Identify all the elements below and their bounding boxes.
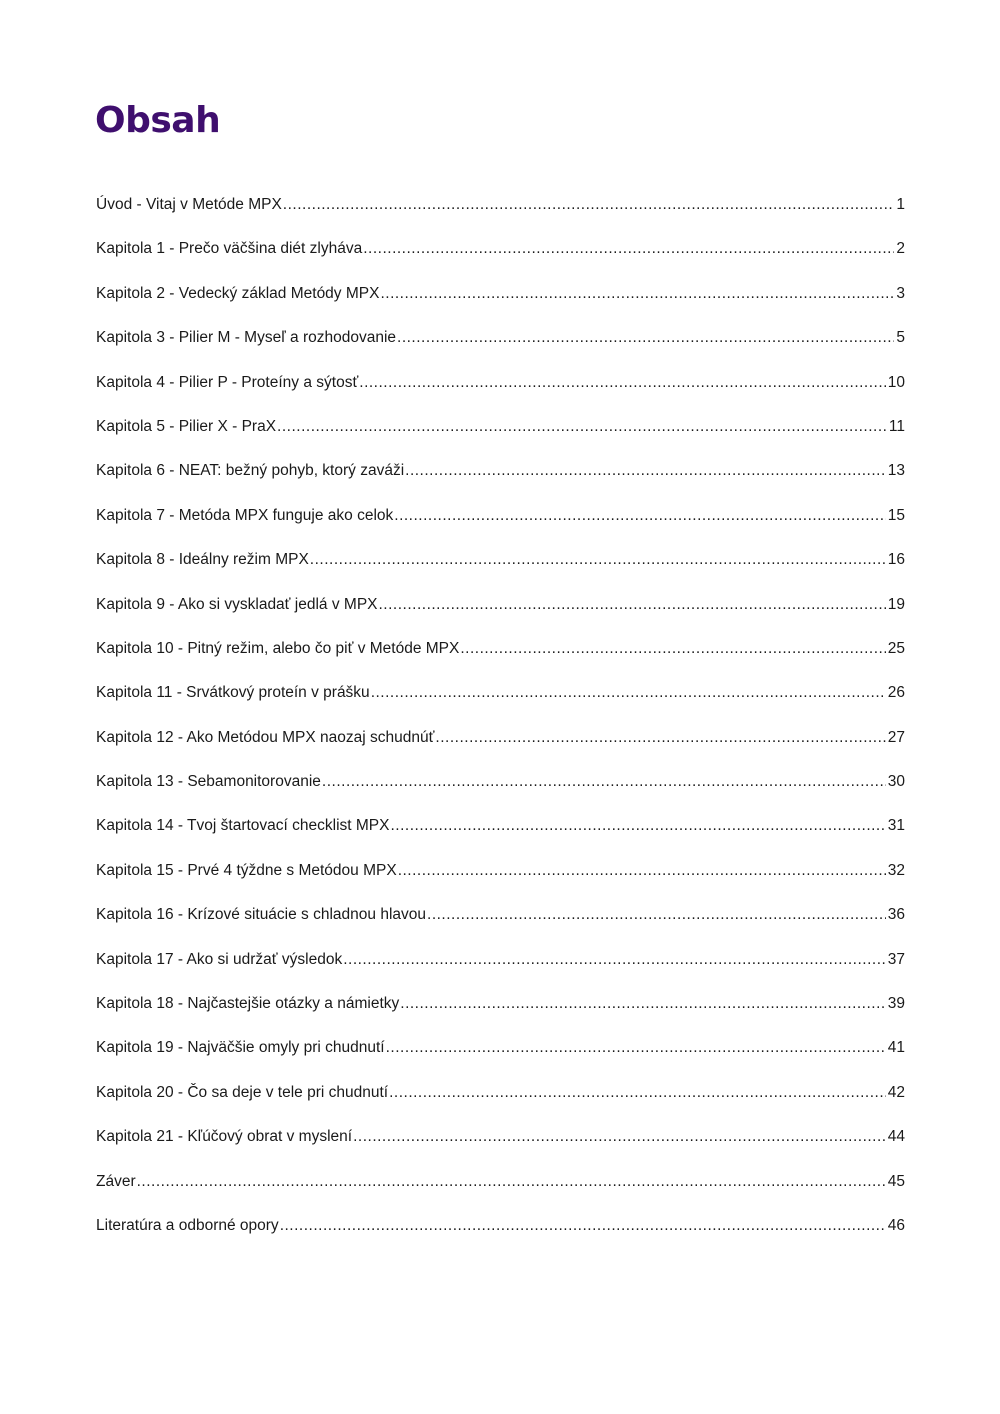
dot-leader [405,458,886,484]
dot-leader [363,236,894,262]
dot-leader [310,547,886,573]
toc-entry-label: Kapitola 21 - Kľúčový obrat v myslení [96,1128,353,1146]
toc-entry-label: Kapitola 11 - Srvátkový proteín v prášku [96,684,370,702]
dot-leader [283,192,895,218]
toc-entry[interactable] [96,1169,905,1213]
toc-entry-label: Záver [96,1172,136,1190]
toc-entry[interactable] [96,503,905,547]
toc-entry-page-number: 5 [896,329,905,347]
toc-entry-label: Úvod - Vitaj v Metóde MPX [96,196,282,213]
toc-entry[interactable] [96,1035,905,1079]
toc-entry[interactable] [96,1124,905,1168]
toc-entry-page-number: 19 [887,595,905,613]
toc-entry-label: Kapitola 16 - Krízové situácie s chladnou hlavou [96,906,427,924]
toc-entry[interactable] [96,370,905,414]
toc-entry[interactable] [96,991,905,1035]
toc-entry-label: Kapitola 2 - Vedecký základ Metódy MPX [96,284,380,302]
toc-entry-label: Kapitola 20 - Čo sa deje v tele pri chudnutí [96,1083,389,1101]
toc-entry-page-number: 32 [887,861,905,879]
toc-entry[interactable] [96,414,905,458]
toc-entry-page-number: 15 [887,506,905,524]
toc-entry-label: Kapitola 17 - Ako si udržať výsledok [96,950,343,968]
toc-entry-page-number: 10 [887,373,905,391]
toc-entry[interactable] [96,1213,905,1257]
toc-entry-page-number: 42 [887,1083,905,1101]
toc-entry[interactable] [96,547,905,591]
toc-entry-label: Kapitola 6 - NEAT: bežný pohyb, ktorý zaváži [96,462,405,480]
toc-entry[interactable] [96,680,905,724]
toc-entry-page-number: 30 [887,773,905,791]
dot-leader [389,1080,886,1106]
toc-entry-page-number: 36 [887,906,905,924]
dot-leader [379,592,886,618]
toc-entry-label: Kapitola 4 - Pilier P - Proteíny a sýtosť [96,373,359,391]
toc-entry-page-number: 39 [887,995,905,1013]
toc-entry[interactable] [96,769,905,813]
dot-leader [386,1035,886,1061]
toc-entry[interactable] [96,858,905,902]
toc-entry[interactable] [96,592,905,636]
table-of-contents [96,192,905,1257]
toc-entry-page-number: 1 [896,196,905,213]
toc-entry-label: Kapitola 12 - Ako Metódou MPX naozaj schudnúť [96,728,435,746]
toc-entry-page-number: 25 [887,639,905,657]
toc-entry[interactable] [96,458,905,502]
toc-entry-page-number: 44 [887,1128,905,1146]
toc-entry-page-number: 41 [887,1039,905,1057]
dot-leader [460,636,885,662]
toc-entry[interactable] [96,725,905,769]
toc-entry-label: Kapitola 9 - Ako si vyskladať jedlá v MPX [96,595,378,613]
toc-entry-label: Kapitola 13 - Sebamonitorovanie [96,773,321,791]
toc-entry[interactable] [96,636,905,680]
toc-entry-page-number: 3 [896,284,905,302]
toc-entry-label: Kapitola 15 - Prvé 4 týždne s Metódou MPX [96,861,397,879]
toc-entry-label: Kapitola 14 - Tvoj štartovací checklist MPX [96,817,390,835]
toc-entry-page-number: 37 [887,950,905,968]
toc-entry-page-number: 45 [887,1172,905,1190]
toc-entry-label: Kapitola 3 - Pilier M - Myseľ a rozhodovanie [96,329,397,347]
toc-entry-label: Kapitola 8 - Ideálny režim MPX [96,551,309,569]
dot-leader [380,281,894,307]
dot-leader [390,813,885,839]
dot-leader [277,414,887,440]
toc-entry[interactable] [96,236,905,280]
toc-entry[interactable] [96,947,905,991]
dot-leader [398,858,886,884]
toc-entry-page-number: 27 [887,728,905,746]
dot-leader [427,902,886,928]
dot-leader [394,503,885,529]
toc-entry[interactable] [96,1080,905,1124]
toc-entry-page-number: 16 [887,551,905,569]
dot-leader [353,1124,886,1150]
toc-entry[interactable] [96,325,905,369]
toc-entry-page-number: 46 [887,1216,905,1234]
toc-entry-page-number: 31 [887,817,905,835]
dot-leader [400,991,885,1017]
dot-leader [343,947,886,973]
toc-entry-page-number: 2 [896,240,905,258]
dot-leader [359,370,885,396]
dot-leader [371,680,886,706]
toc-entry[interactable] [96,902,905,946]
dot-leader [397,325,894,351]
toc-entry-page-number: 26 [887,684,905,702]
page-title: Obsah [95,100,221,141]
dot-leader [280,1213,886,1239]
toc-entry-label: Kapitola 7 - Metóda MPX funguje ako celok [96,506,394,524]
toc-entry-label: Kapitola 18 - Najčastejšie otázky a námietky [96,995,400,1013]
dot-leader [322,769,886,795]
toc-entry-label: Kapitola 19 - Najväčšie omyly pri chudnutí [96,1039,385,1057]
toc-entry-label: Kapitola 5 - Pilier X - PraX [96,417,277,435]
toc-entry[interactable] [96,192,905,236]
toc-entry-page-number: 11 [888,417,905,435]
toc-entry-label: Kapitola 10 - Pitný režim, alebo čo piť v Metóde MPX [96,639,460,657]
toc-entry-label: Literatúra a odborné opory [96,1216,279,1234]
toc-entry-page-number: 13 [887,462,905,480]
toc-entry[interactable] [96,281,905,325]
toc-entry-label: Kapitola 1 - Prečo väčšina diét zlyháva [96,240,363,258]
dot-leader [137,1169,886,1195]
dot-leader [435,725,885,751]
toc-entry[interactable] [96,813,905,857]
